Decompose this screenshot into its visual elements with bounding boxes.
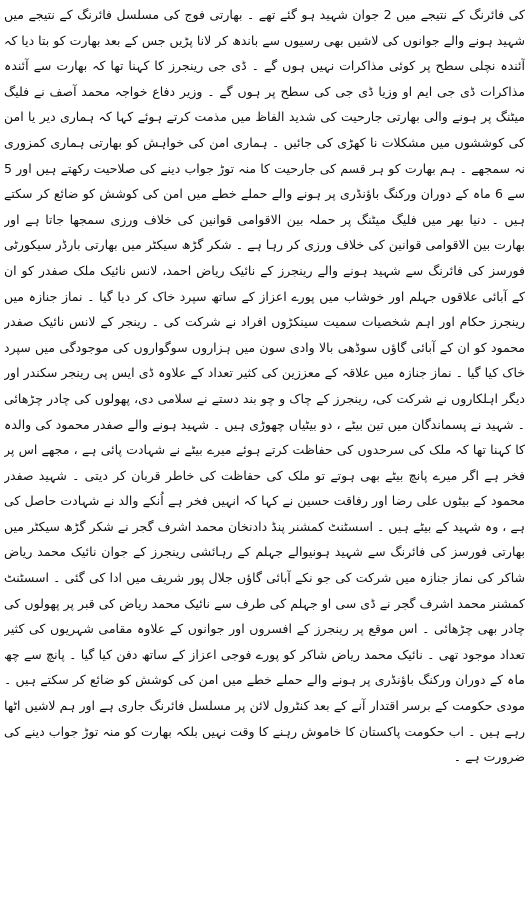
article-body — [4, 2, 525, 895]
article-paragraph: کی فائرنگ کے نتیجے میں 2 جوان شہید ہو گئے تھے ۔ بھارتی فوج کی مسلسل فائرنگ کے نتیجے میں شہید ہونے والے جوانوں کی لاشیں بھی رسیوں سے باندھ کر لانا پڑیں جس کے بعد بھارت کو بتا دیا کہ آئندہ نچلی سطح پر کوئی مذاکرات نہیں ہوں گے ۔ ڈی جی رینجرز کا کہنا تھا کہ بھارت سے آئندہ مذاکرات ڈی جی ایم او وزیا ڈی جی کی سطح پر ہوں گے ۔ وزیر دفاع خواجہ محمد آصف نے فلیگ میٹنگ پر ہونے والی بھارتی جارحیت کی شدید الفاظ میں مذمت کرتے ہوئے کہا کہ ہماری دیر یا امن کی کوششوں میں مشکلات نا کھڑی کی جائیں ۔ ہماری امن کی خواہش کو بھارتی ہماری کمزوری نہ سمجھے ۔ ہم بھارت کو ہر قسم کی جارحیت کا منہ توڑ جواب دینے کی صلاحیت رکھتے ہیں اور 5 سے 6 ماہ کے دوران ورکنگ باؤنڈری پر ہونے والے حملے خطے میں امن کی کوشش کو ضائع کر سکتے ہیں ۔ دنیا بھر میں فلیگ میٹنگ پر حملہ بین الاقوامی قوانین کی خلاف ورزی سمجھا جاتا ہے اور بھارت بین الاقوامی قوانین کی خلاف ورزی کر رہا ہے ۔ شکر گڑھ سیکٹر میں بھارتی بارڈر سیکورٹی فورسز کی فائرنگ سے شہید ہونے والے رینجرز کے نائیک ریاض احمد، لانس نائیک ملک صفدر کو ان کے آبائی علاقوں جہلم اور خوشاب میں پورے اعزاز کے ساتھ سپرد خاک کر دیا گیا ۔ نماز جنازہ میں رینجرز حکام اور اہم شخصیات سمیت سینکڑوں افراد نے شرکت کی ۔ رینجر کے لانس نائیک صفدر محمود کو ان کے آبائی گاؤں سوڈھی بالا وادی سون میں ہزاروں سوگواروں کی موجودگی میں سپرد خاک کیا گیا ۔ نماز جنازہ میں علاقہ کے معززین کی کثیر تعداد کے علاوہ ڈی ایس پی رینجر سکندر اور دیگر اہلکاروں نے شرکت کی، رینجرز کے چاک و چو بند دستے نے سلامی دی، پھولوں کی چادر چڑھائی ۔ شہید نے پسماندگان میں تین بیٹے ، دو بیٹیاں چھوڑی ہیں ۔ شہید ہونے والے صفدر محمود کی والدہ کا کہنا تھا کہ ملک کی سرحدوں کی حفاظت کرتے ہوئے میرے بیٹے نے شہادت پائی ہے ، مجھے اس پر فخر ہے اگر میرے پانچ بیٹے بھی ہوتے تو ملک کی حفاظت کی خاطر قربان کر دیتی ۔ شہید صفدر محمود کے بیٹوں علی رضا اور رفاقت حسین نے کہا کہ انہیں فخر ہے اُنکے والد نے شہادت حاصل کی ہے ، وہ شہید کے بیٹے ہیں ۔ اسسٹنٹ کمشنر پنڈ دادنخان محمد اشرف گجر نے شکر گڑھ سیکٹر میں بھارتی فورسز کی فائرنگ سے شہید ہونیوالے جہلم کے رہائشی رینجرز کے جوان نائیک محمد ریاض شاکر کی نماز جنازہ میں شرکت کی جو نکے آبائی گاؤں جلال پور شریف میں ادا کی گئی ۔ اسسٹنٹ کمشنر محمد اشرف گجر نے ڈی سی او جہلم کی طرف سے نائیک محمد ریاض کی قبر پر پھولوں کی چادر بھی چڑھائی ۔ اس موقع پر رینجرز کے افسروں اور جوانوں کے علاوہ مقامی شہریوں کی کثیر تعداد موجود تھی ۔ نائیک محمد ریاض شاکر کو پورے فوجی اعزاز کے ساتھ دفن کیا گیا ۔ پانچ سے چھ ماہ کے دوران ورکنگ باؤنڈری پر ہونے والے حملے خطے میں امن کی کوشش کو ضائع کر سکتے ہیں ۔ مودی حکومت کے برسر اقتدار آنے کے بعد کنٹرول لائن پر مسلسل فائرنگ جاری ہے اور ہم لاشیں اٹھا رہے ہیں ۔ اب حکومت پاکستان کا خاموش رہنے کا وقت نہیں بلکہ بھارت کو منہ توڑ جواب دینے کی ضرورت ہے ۔ — [4, 7, 525, 765]
